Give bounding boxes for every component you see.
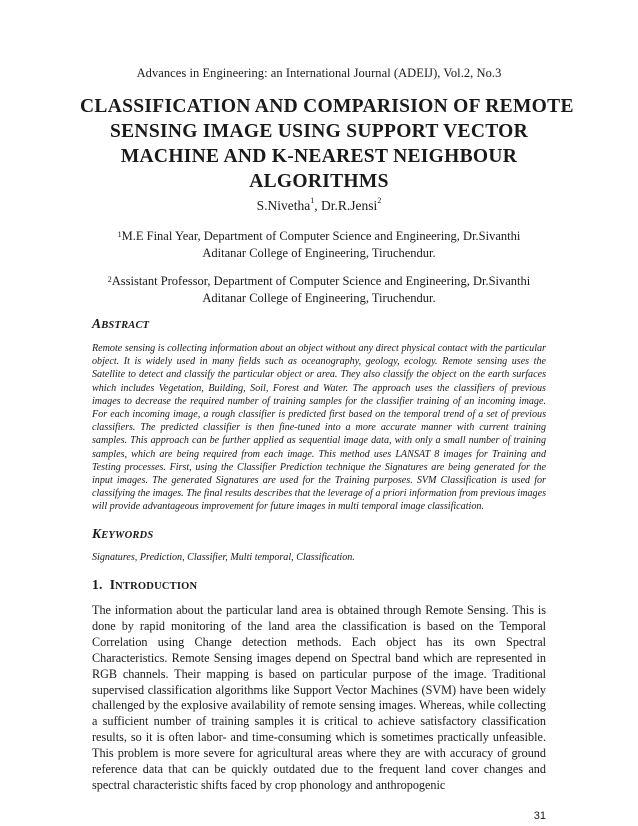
introduction-heading bbox=[92, 577, 197, 593]
affiliation-1-text: M.E Final Year, Department of Computer Science and Engineering, Dr.Sivanthi Aditanar College of Engineering, Tiruchendur. bbox=[121, 229, 521, 260]
keywords-heading bbox=[92, 526, 153, 542]
author-list bbox=[0, 198, 638, 214]
keywords-text: Signatures, Prediction, Classifier, Multi temporal, Classification. bbox=[92, 552, 355, 563]
affiliation-2-sup: 2 bbox=[107, 275, 112, 284]
introduction-text: The information about the particular land area is obtained through Remote Sensing. This is done by rapid monitoring of the land area the classification is based on the Temporal Correlation using Change detection methods. Each object has its own Spectral Characteristics. Remote Sensing images depend on Spectral band which are represented in RGB channels. Their mapping is based on particular purpose of the image. Traditional supervised classification algorithms like Support Vector Machines (SVM) have been widely challenged by the explosive availability of remote sensing images. Whereas, while collecting a sufficient number of training samples it is critical to achieve satisfactory classification results, so it is often labor- and time-consuming which is sometimes practically unfeasible. This problem is more severe for agricultural areas where they are with accuracy of ground reference data that can be quickly outdated due to the frequent land cover changes and spectral characteristic shifts faced by crop phonology and anthropogenic bbox=[92, 603, 546, 792]
author-1: S.Nivetha bbox=[256, 198, 311, 213]
journal-header: Advances in Engineering: an International Journal (ADEIJ), Vol.2, No.3 bbox=[136, 66, 502, 80]
affiliation-1-sup: 1 bbox=[117, 230, 122, 239]
title-line-4: ALGORITHMS bbox=[249, 171, 389, 192]
title-line-2: SENSING IMAGE USING SUPPORT VECTOR bbox=[109, 121, 529, 142]
keywords-heading-rest: EYWORDS bbox=[101, 530, 154, 541]
abstract-heading bbox=[92, 316, 149, 332]
affiliation-2-text: Assistant Professor, Department of Computer Science and Engineering, Dr.Sivanthi Aditanar College of Engineering, Tiruchendur. bbox=[111, 274, 531, 305]
introduction-heading-rest: NTRODUCTION bbox=[115, 581, 198, 592]
page-number: 31 bbox=[533, 810, 546, 822]
affiliation-2 bbox=[100, 273, 538, 307]
author-1-sup: 1 bbox=[310, 196, 315, 205]
author-2-sup: 2 bbox=[377, 196, 382, 205]
paper-title bbox=[80, 94, 574, 194]
author-separator: , bbox=[314, 198, 322, 213]
author-2: Dr.R.Jensi bbox=[321, 198, 378, 213]
affiliation-1 bbox=[100, 228, 538, 262]
introduction-heading-initial: I bbox=[109, 577, 116, 592]
title-line-3: MACHINE AND K-NEAREST NEIGHBOUR bbox=[120, 146, 518, 167]
abstract-heading-initial: A bbox=[92, 316, 102, 331]
abstract-text: Remote sensing is collecting information about an object without any direct physical contact with the particular object. It is widely used in many fields such as oceanography, geology, ecology. Remote sensing uses the Satellite to detect and classify the particular object or area. They also classify the object on the earth surfaces which includes Vegetation, Building, Soil, Forest and Water. The approach uses the classifiers of previous images to decrease the required number of training samples for the classifier training of an incoming image. For each incoming image, a rough classifier is predicted first based on the temporal trend of a set of previous classifiers. The predicted classifier is then fine-tuned into a more accurate manner with current training samples. This approach can be further applied as sequential image data, with only a small number of training samples, which are being required from each image. This method uses LANSAT 8 images for Training and Testing processes. First, using the Classifier Prediction technique the Signatures are being generated for the input images. The generated Signatures are used for the Training purposes. SVM Classification is used for classifying the images. The final results describes that the leverage of a priori information from previous images will provide advantageous improvement for future images in multi temporal image classification. bbox=[92, 343, 546, 513]
keywords-heading-initial: K bbox=[92, 526, 102, 541]
abstract-heading-rest: BSTRACT bbox=[101, 320, 150, 331]
title-line-1: CLASSIFICATION AND COMPARISION OF REMOTE bbox=[80, 96, 574, 117]
introduction-number: 1. bbox=[92, 577, 103, 592]
